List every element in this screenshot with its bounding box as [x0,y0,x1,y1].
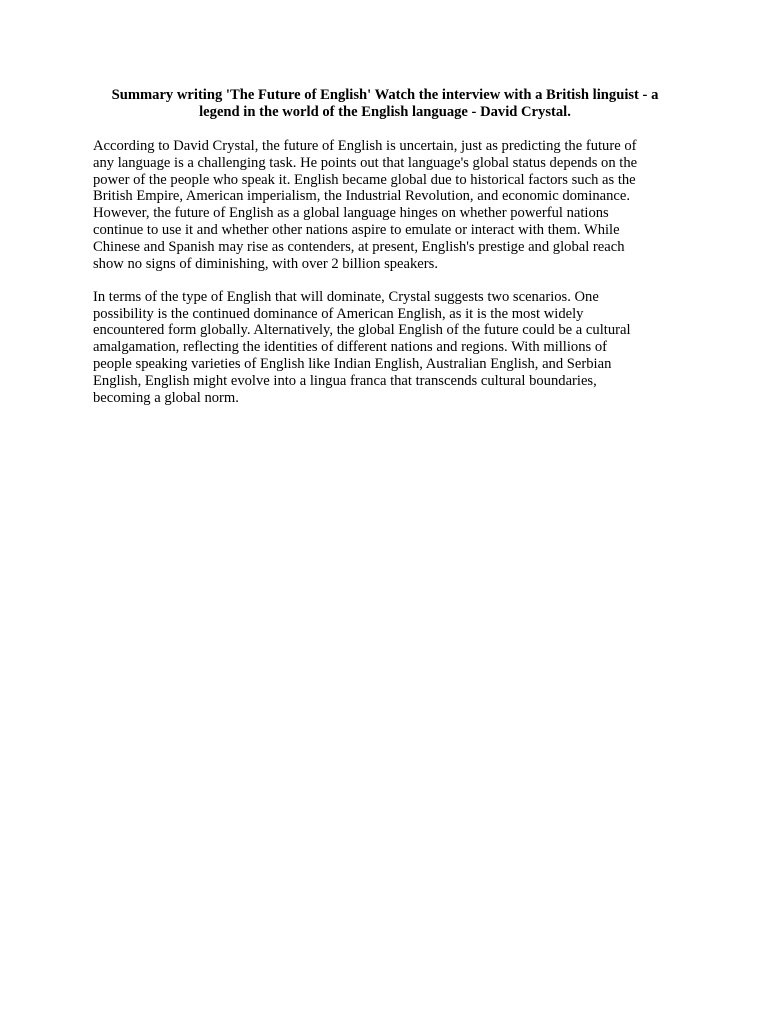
paragraph-line: any language is a challenging task. He points out that language's global status depends on the [93,154,638,171]
paragraph-line: show no signs of diminishing, with over 2 billion speakers. [93,255,438,272]
title-line: Summary writing 'The Future of English' Watch the interview with a British linguist - a [111,87,659,103]
paragraph-line: encountered form globally. Alternatively, the global English of the future could be a cultural [93,322,631,339]
paragraph-line: possibility is the continued dominance of American English, as it is the most widely [93,305,584,322]
document-title [93,87,677,121]
title-line: legend in the world of the English language - David Crystal. [199,104,571,120]
paragraph-line: English, English might evolve into a lingua franca that transcends cultural boundaries, [93,372,597,389]
paragraph-line: people speaking varieties of English like Indian English, Australian English, and Serbian [93,356,612,373]
paragraph-line: power of the people who speak it. English became global due to historical factors such as the [93,171,636,188]
paragraph-line: amalgamation, reflecting the identities of different nations and regions. With millions of [93,339,607,356]
paragraph-line: According to David Crystal, the future of English is uncertain, just as predicting the future of [93,138,637,154]
summary-paragraph-1 [93,138,677,272]
summary-paragraph-2 [93,289,677,407]
paragraph-line: In terms of the type of English that will dominate, Crystal suggests two scenarios. One [93,288,599,305]
paragraph-line: Chinese and Spanish may rise as contenders, at present, English's prestige and global reach [93,238,625,255]
paragraph-line: However, the future of English as a global language hinges on whether powerful nations [93,205,609,222]
document-body [93,87,677,406]
paragraph-line: British Empire, American imperialism, the Industrial Revolution, and economic dominance. [93,188,631,205]
paragraph-line: becoming a global norm. [93,389,239,406]
paragraph-line: continue to use it and whether other nations aspire to emulate or interact with them. While [93,221,620,238]
